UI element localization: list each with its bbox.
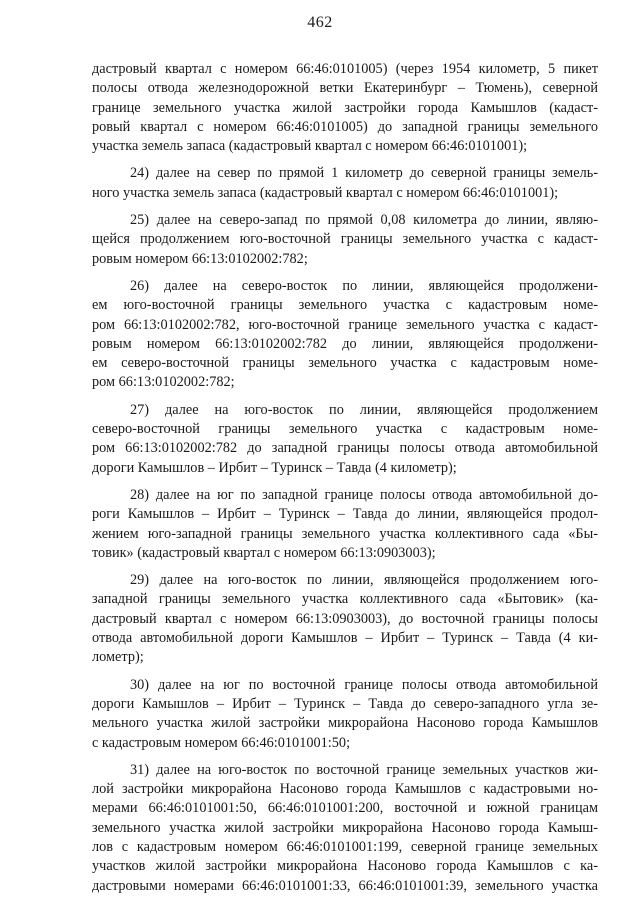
text-line: северо-восточной границы земельного участка с кадастровым номе- <box>92 421 598 438</box>
text-line: товик» (кадастровый квартал с номером 66:13:0903003); <box>92 544 436 561</box>
document-body <box>92 60 598 904</box>
text-line: 29) далее на юго-восток по линии, являющейся продолжением юго- <box>130 572 598 589</box>
paragraph-item-26 <box>92 277 598 393</box>
text-line: ровый квартал с номером 66:46:0101005) до западной границы земельного <box>92 118 598 135</box>
text-line: полосы отвода железнодорожной ветки Екатеринбург – Тюмень), северной <box>92 80 598 97</box>
text-line: ром 66:13:0102002:782 до западной границы полосы отвода автомобильной <box>92 440 598 457</box>
text-line: земельного участка жилой застройки микрорайона Насоново города Камыш- <box>92 819 598 836</box>
text-line: 31) далее на юго-восток по восточной границе земельных участков жи- <box>130 761 598 778</box>
paragraph-item-25 <box>92 211 598 269</box>
text-line: лой застройки микрорайона Насоново города Камышлов с кадастровыми но- <box>92 781 598 798</box>
text-line: отвода автомобильной дороги Камышлов – Ирбит – Туринск – Тавда (4 ки- <box>92 630 598 647</box>
text-line: 27) далее на юго-восток по линии, являющейся продолжением <box>130 401 598 418</box>
text-line: роги Камышлов – Ирбит – Туринск – Тавда до линии, являющейся продол- <box>92 506 598 523</box>
text-line: границе земельного участка жилой застройки города Камышлов (кадаст- <box>92 99 598 116</box>
text-line: 30) далее на юг по восточной границе полосы отвода автомобильной <box>130 676 598 693</box>
text-line: ром 66:13:0102002:782, юго-восточной границе земельного участка с кадаст- <box>92 316 598 333</box>
text-line: дастровый квартал с номером 66:13:0903003), до восточной границы полосы <box>92 610 598 627</box>
text-line: ровым номером 66:13:0102002:782 до линии, являющейся продолжени- <box>92 335 598 352</box>
text-line: лометр); <box>92 649 144 666</box>
text-line: лов с кадастровым номером 66:46:0101001:199, северной границе земельных <box>92 838 598 855</box>
text-line: дороги Камышлов – Ирбит – Туринск – Тавда до северо-западного угла зе- <box>92 695 598 712</box>
text-line: ем северо-восточной границы земельного участка с кадастровым номе- <box>92 355 598 372</box>
paragraph-item-24 <box>92 164 598 203</box>
text-line: ного участка земель запаса (кадастровый квартал с номером 66:46:0101001); <box>92 184 559 201</box>
text-line: жением юго-западной границы земельного участка коллективного сада «Бы- <box>92 525 598 542</box>
text-line: дастровый квартал с номером 66:46:0101005) (через 1954 километр, 5 пикет <box>92 61 598 77</box>
text-line: мерами 66:46:0101001:50, 66:46:0101001:200, восточной и южной границам <box>92 800 598 817</box>
text-line: дастровыми номерами 66:46:0101001:33, 66:46:0101001:39, земельного участка <box>92 877 598 894</box>
text-line: мельного участка жилой застройки микрорайона Насоново города Камышлов <box>92 715 598 732</box>
text-line: ровым номером 66:13:0102002:782; <box>92 250 308 267</box>
text-line: щейся продолжением юго-восточной границы земельного участка с кадаст- <box>92 231 598 248</box>
page-number: 462 <box>307 14 333 31</box>
text-line: 25) далее на северо-запад по прямой 0,08 километра до линии, являю- <box>130 212 598 229</box>
text-line: ром 66:13:0102002:782; <box>92 374 235 391</box>
paragraph-continuation <box>92 60 598 156</box>
text-line: 24) далее на север по прямой 1 километр до северной границы земель- <box>130 165 598 182</box>
text-line: дороги Камышлов – Ирбит – Туринск – Тавда (4 километр); <box>92 459 457 476</box>
text-line: участков жилой застройки микрорайона Насоново города Камышлов с ка- <box>92 858 598 875</box>
text-line: 28) далее на юг по западной границе полосы отвода автомобильной до- <box>130 486 598 503</box>
paragraph-item-28 <box>92 486 598 563</box>
text-line: западной границы земельного участка коллективного сада «Бытовик» (ка- <box>92 591 598 608</box>
text-line: 26) далее на северо-восток по линии, являющейся продолжени- <box>130 277 598 294</box>
text-line: ем юго-восточной границы земельного участка с кадастровым номе- <box>92 297 598 314</box>
text-line: с кадастровым номером 66:46:0101001:50; <box>92 734 351 751</box>
text-line: участка земель запаса (кадастровый квартал с номером 66:46:0101001); <box>92 138 528 155</box>
paragraph-item-30 <box>92 676 598 753</box>
paragraph-item-27 <box>92 401 598 478</box>
paragraph-item-29 <box>92 571 598 667</box>
paragraph-item-31 <box>92 761 598 896</box>
